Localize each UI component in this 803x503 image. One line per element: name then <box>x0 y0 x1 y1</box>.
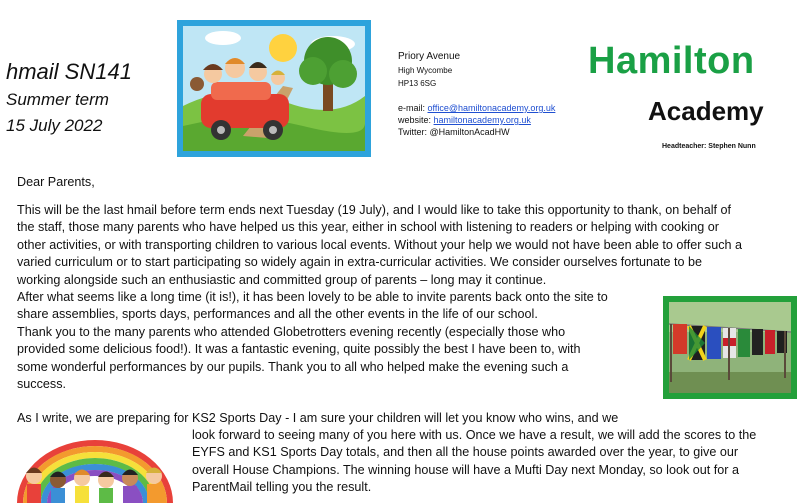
bunting-photo <box>663 296 797 399</box>
text-line: overall House Champions. The winning house will have a Mufti Day next Monday, so look out for a <box>192 462 739 477</box>
text-line: ParentMail telling you the result. <box>192 480 372 495</box>
bunting-photo-image <box>669 302 791 393</box>
family-car-illustration <box>183 26 365 151</box>
term-label: Summer term <box>6 90 109 109</box>
text-line: EYFS and KS1 Sports Day totals, and then all the house points awarded over the year, to give our <box>192 445 739 460</box>
text-line: After what seems like a long time (it is!), it has been lovely to be able to invite parents back onto the site to <box>17 290 608 305</box>
school-subtitle: Academy <box>648 96 764 126</box>
hmail-title: hmail SN141 <box>6 59 132 84</box>
rainbow-illustration <box>14 428 176 503</box>
email-label: e-mail: <box>398 103 428 113</box>
text-line: the staff, those many parents who have helped us this year, either in school with listening to readers or helping with cooking or <box>17 220 719 235</box>
headteacher-label: Headteacher: Stephen Nunn <box>662 143 756 150</box>
website-link[interactable]: hamiltonacademy.org.uk <box>433 115 531 125</box>
text-line: working alongside such an enthusiastic and committed group of parents – long may it continue. <box>17 272 547 287</box>
address-line-1: Priory Avenue <box>398 51 461 62</box>
text-line: Thank you to the many parents who attended Globetrotters evening recently (especially those who <box>17 324 566 339</box>
greeting: Dear Parents, <box>17 175 95 189</box>
text-line: success. <box>17 377 66 392</box>
twitter-handle: Twitter: @HamiltonAcadHW <box>398 127 510 137</box>
paragraph-thanks <box>17 202 742 393</box>
school-name: Hamilton <box>588 40 755 82</box>
paragraph-sports-first: As I write, we are preparing for KS2 Sports Day - I am sure your children will let you know who wins, and we <box>17 411 619 425</box>
text-line: other activities, or with transporting children to various local events. Without your help we would not have been able to offer such a <box>17 237 743 252</box>
issue-date: 15 July 2022 <box>6 116 103 135</box>
website-label: website: <box>398 115 434 125</box>
website-row <box>398 114 531 126</box>
text-line: some wonderful performances by our pupils. Thank you to all who helped make the evening such a <box>17 359 569 374</box>
text-line: provided some delicious food!). It was a fantastic evening, quite possibly the best I have been to, with <box>17 342 581 357</box>
address-line-2: High Wycombe <box>398 66 453 75</box>
email-link[interactable]: office@hamiltonacademy.org.uk <box>427 103 556 113</box>
family-car-cartoon <box>177 20 371 157</box>
address-postcode: HP13 6SG <box>398 79 437 88</box>
text-line: look forward to seeing many of you here with us. Once we have a result, we will add the scores to the <box>192 428 757 442</box>
text-line: varied curriculum or to start participating so widely again in extra-curricular activities. We consider ourselves fortunate to be <box>17 255 703 270</box>
text-line: share assemblies, sports days, performances and all the other events in the life of our school. <box>17 307 538 322</box>
text-line: This will be the last hmail before term ends next Tuesday (19 July), and I would like to take this opportunity to thank, on behalf of <box>17 203 732 217</box>
rainbow-children-clipart <box>14 428 176 503</box>
paragraph-sports <box>192 427 756 497</box>
email-row <box>398 102 555 114</box>
